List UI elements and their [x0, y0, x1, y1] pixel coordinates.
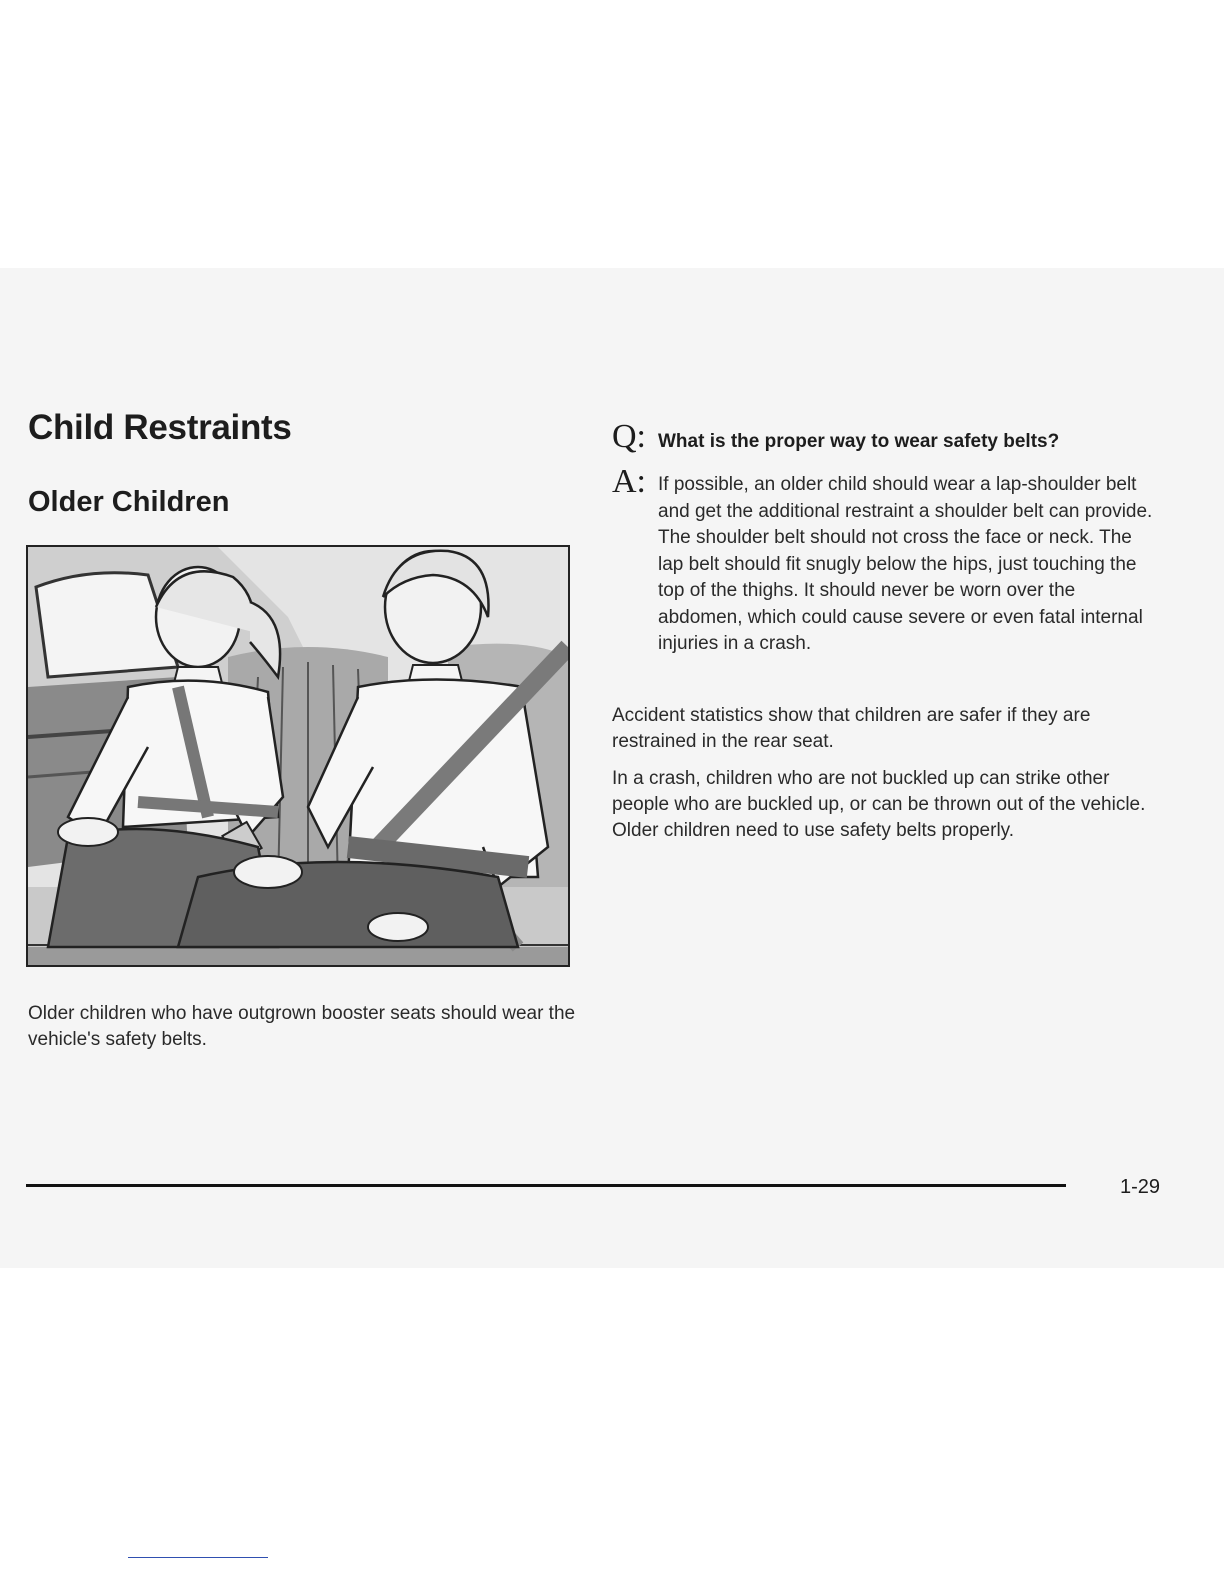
children-seatbelt-illustration	[26, 545, 570, 967]
section-title: Child Restraints	[28, 408, 292, 447]
question-text: What is the proper way to wear safety belts?	[658, 431, 1060, 452]
question-marker: Q:	[612, 418, 646, 455]
paragraph-rear-seat: Accident statistics show that children are safer if they are restrained in the rear seat.	[612, 705, 1091, 752]
bottom-underline	[128, 1557, 268, 1558]
page-number: 1-29	[1120, 1176, 1161, 1198]
answer-marker: A:	[612, 463, 646, 500]
subsection-title: Older Children	[28, 486, 230, 518]
answer-text: If possible, an older child should wear a lap-shoulder belt and get the additional restraint a shoulder belt can provide. The shoulder belt should not cross the face or neck. The lap belt should fit snugly below the hips, just touching the top of the thighs. It should never be worn over the abdomen, which could cause severe or even fatal internal injuries in a crash.	[658, 474, 1153, 654]
illustration-caption: Older children who have outgrown booster seats should wear the vehicle's safety belts.	[28, 1003, 576, 1050]
paragraph-crash: In a crash, children who are not buckled up can strike other people who are buckled up, or can be thrown out of the vehicle. Older children need to use safety belts properly.	[612, 768, 1146, 841]
answer-row	[612, 464, 1172, 658]
question-row	[612, 418, 1172, 456]
footer-rule	[26, 1184, 1066, 1187]
